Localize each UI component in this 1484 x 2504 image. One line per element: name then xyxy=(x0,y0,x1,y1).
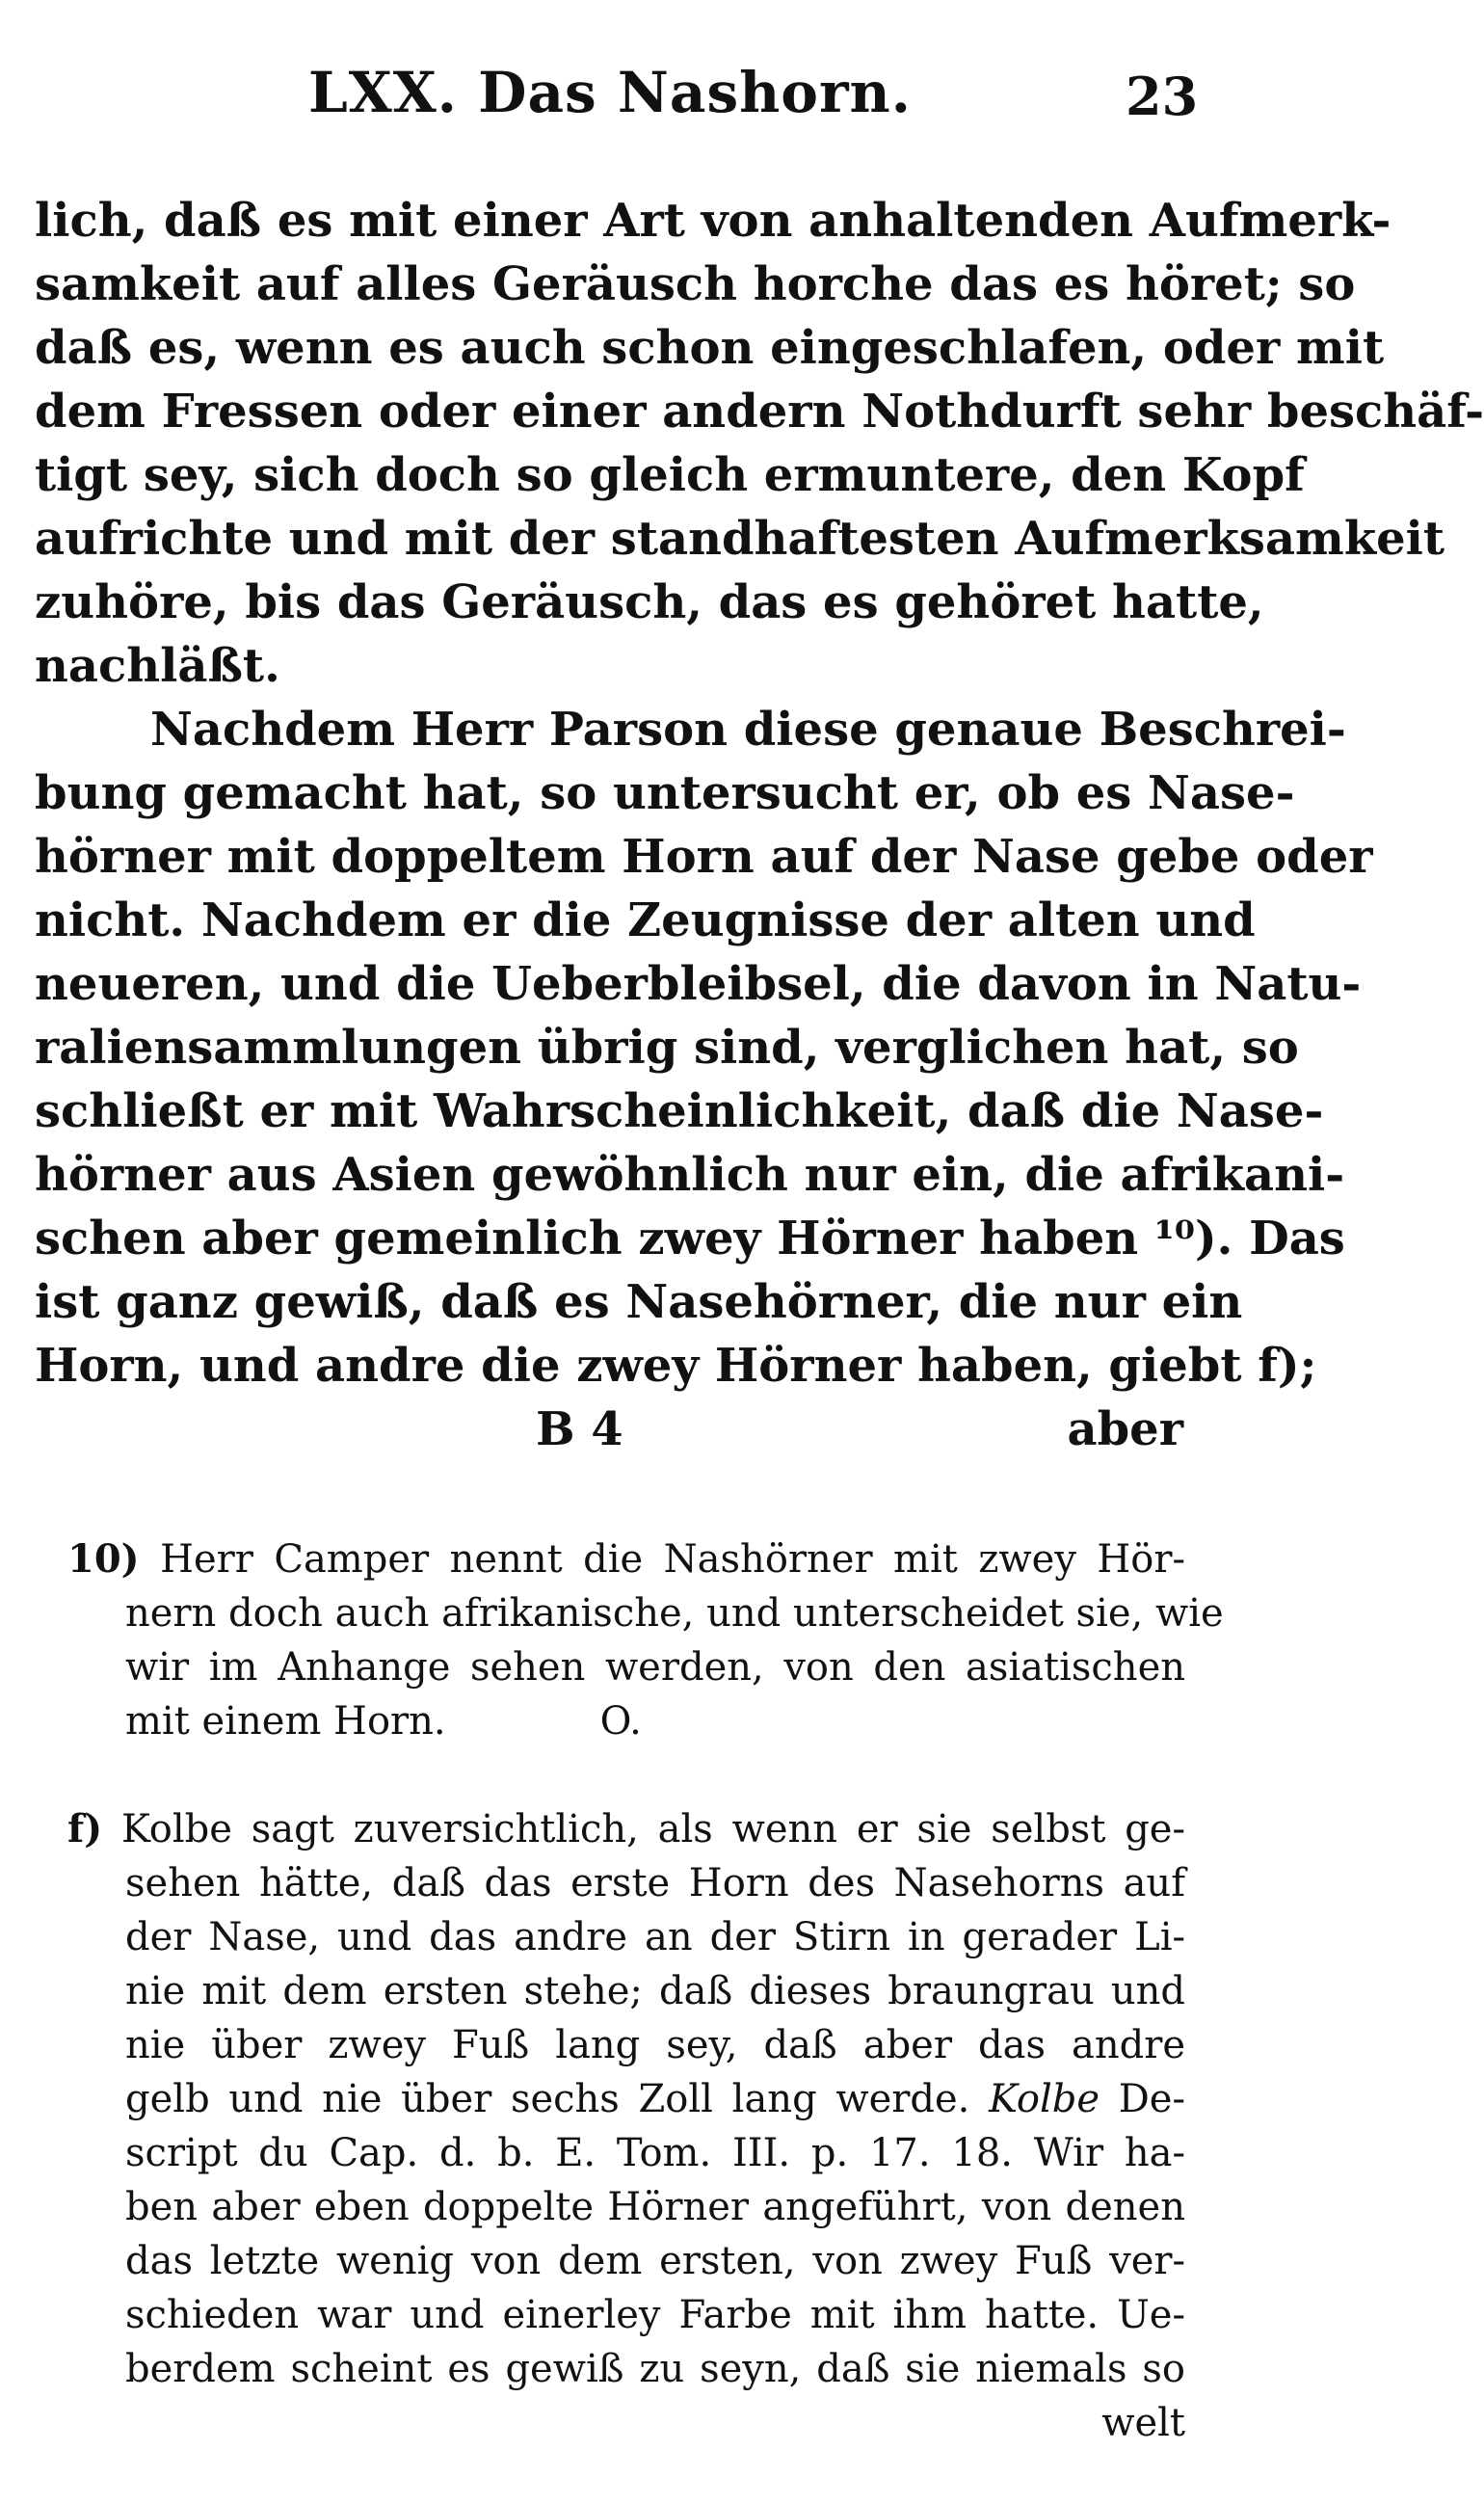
running-title: LXX. Das Nashorn. xyxy=(308,60,912,125)
footnote-line: schieden war und einerley Farbe mit ihm hatte. Ue- xyxy=(125,2293,1185,2337)
text-line: dem Fressen oder einer andern Nothdurft sehr beschäf- xyxy=(35,385,1484,439)
running-header xyxy=(0,60,1264,137)
text-line: nachläßt. xyxy=(35,639,280,693)
text-line: aufrichte und mit der standhaftesten Aufmerksamkeit xyxy=(35,512,1445,566)
text-line: schließt er mit Wahrscheinlichkeit, daß die Nase- xyxy=(35,1084,1324,1138)
footnote-line: das letzte wenig von dem ersten, von zwey Fuß ver- xyxy=(125,2239,1185,2283)
text-line: bung gemacht hat, so untersucht er, ob es Nase- xyxy=(35,766,1295,820)
footnote-signoff: O. xyxy=(599,1699,642,1744)
footnote-text: mit einem Horn. xyxy=(125,1699,446,1744)
footnote-f xyxy=(67,1802,1185,2450)
citation-author: Kolbe xyxy=(989,2077,1100,2121)
text-line: hörner aus Asien gewöhnlich nur ein, die afrikani- xyxy=(35,1148,1345,1202)
text-line: daß es, wenn es auch schon eingeschlafen, oder mit xyxy=(35,321,1385,375)
footnote-marker: f) xyxy=(67,1806,103,1851)
footnotes xyxy=(67,1532,1224,2504)
footnote-line: nie mit dem ersten stehe; daß dieses braungrau und xyxy=(125,1969,1185,2013)
main-text-block xyxy=(35,189,1484,1461)
footnote-line: nie über zwey Fuß lang sey, daß aber das andre xyxy=(125,2023,1185,2067)
footnote-line: wir im Anhange sehen werden, von den asiatischen xyxy=(125,1645,1185,1690)
text-line: neueren, und die Ueberbleibsel, die davon in Natu- xyxy=(35,957,1362,1011)
text-line: hörner mit doppeltem Horn auf der Nase gebe oder xyxy=(35,830,1373,884)
footnote-line: script du Cap. d. b. E. Tom. III. p. 17. 18. Wir ha- xyxy=(125,2131,1185,2175)
footnote-10 xyxy=(67,1532,1224,1748)
footnote-text: gelb und nie über sechs Zoll lang werde. xyxy=(125,2077,970,2121)
text-line: nicht. Nachdem er die Zeugnisse der alten und xyxy=(35,893,1256,947)
text-line: lich, daß es mit einer Art von anhaltenden Aufmerk- xyxy=(35,194,1391,248)
footnote-line xyxy=(67,2072,1185,2126)
footnote-line: sehen hätte, daß das erste Horn des Nasehorns auf xyxy=(125,1861,1185,1905)
footnote-line xyxy=(67,1802,1185,1856)
footnote-line: nern doch auch afrikanische, und unterscheidet sie, wie xyxy=(125,1591,1224,1636)
page-number: 23 xyxy=(1126,66,1199,127)
text-line: raliensammlungen übrig sind, verglichen hat, so xyxy=(35,1021,1299,1075)
footnote-line xyxy=(67,1532,1185,1586)
text-line: Nachdem Herr Parson diese genaue Beschrei- xyxy=(150,703,1346,757)
footnote-line xyxy=(67,1694,1185,1748)
signature-mark: B 4 xyxy=(536,1402,623,1456)
footnote-catchword: welt xyxy=(1101,2401,1185,2445)
text-line: ist ganz gewiß, daß es Nasehörner, die nur ein xyxy=(35,1275,1243,1329)
text-line: Horn, und andre die zwey Hörner haben, giebt f); xyxy=(35,1339,1317,1393)
catchword: aber xyxy=(1067,1402,1183,1456)
footnote-line: berdem scheint es gewiß zu seyn, daß sie niemals so xyxy=(125,2347,1185,2391)
footnote-line: der Nase, und das andre an der Stirn in gerader Li- xyxy=(125,1915,1185,1959)
text-line: schen aber gemeinlich zwey Hörner haben ¹⁰). Das xyxy=(35,1212,1345,1265)
text-line: tigt sey, sich doch so gleich ermuntere, den Kopf xyxy=(35,448,1305,502)
footnote-marker: 10) xyxy=(67,1536,140,1582)
footnote-text: Herr Camper nennt die Nashörner mit zwey Hör- xyxy=(160,1537,1185,1582)
citation-text: De- xyxy=(1118,2077,1185,2121)
text-line: zuhöre, bis das Geräusch, das es gehöret hatte, xyxy=(35,575,1264,629)
footnote-text: Kolbe sagt zuversichtlich, als wenn er sie selbst ge- xyxy=(120,1807,1185,1851)
signature-line xyxy=(35,1398,1191,1461)
footnote-line: ben aber eben doppelte Hörner angeführt, von denen xyxy=(125,2185,1185,2229)
text-line: samkeit auf alles Geräusch horche das es höret; so xyxy=(35,257,1356,311)
